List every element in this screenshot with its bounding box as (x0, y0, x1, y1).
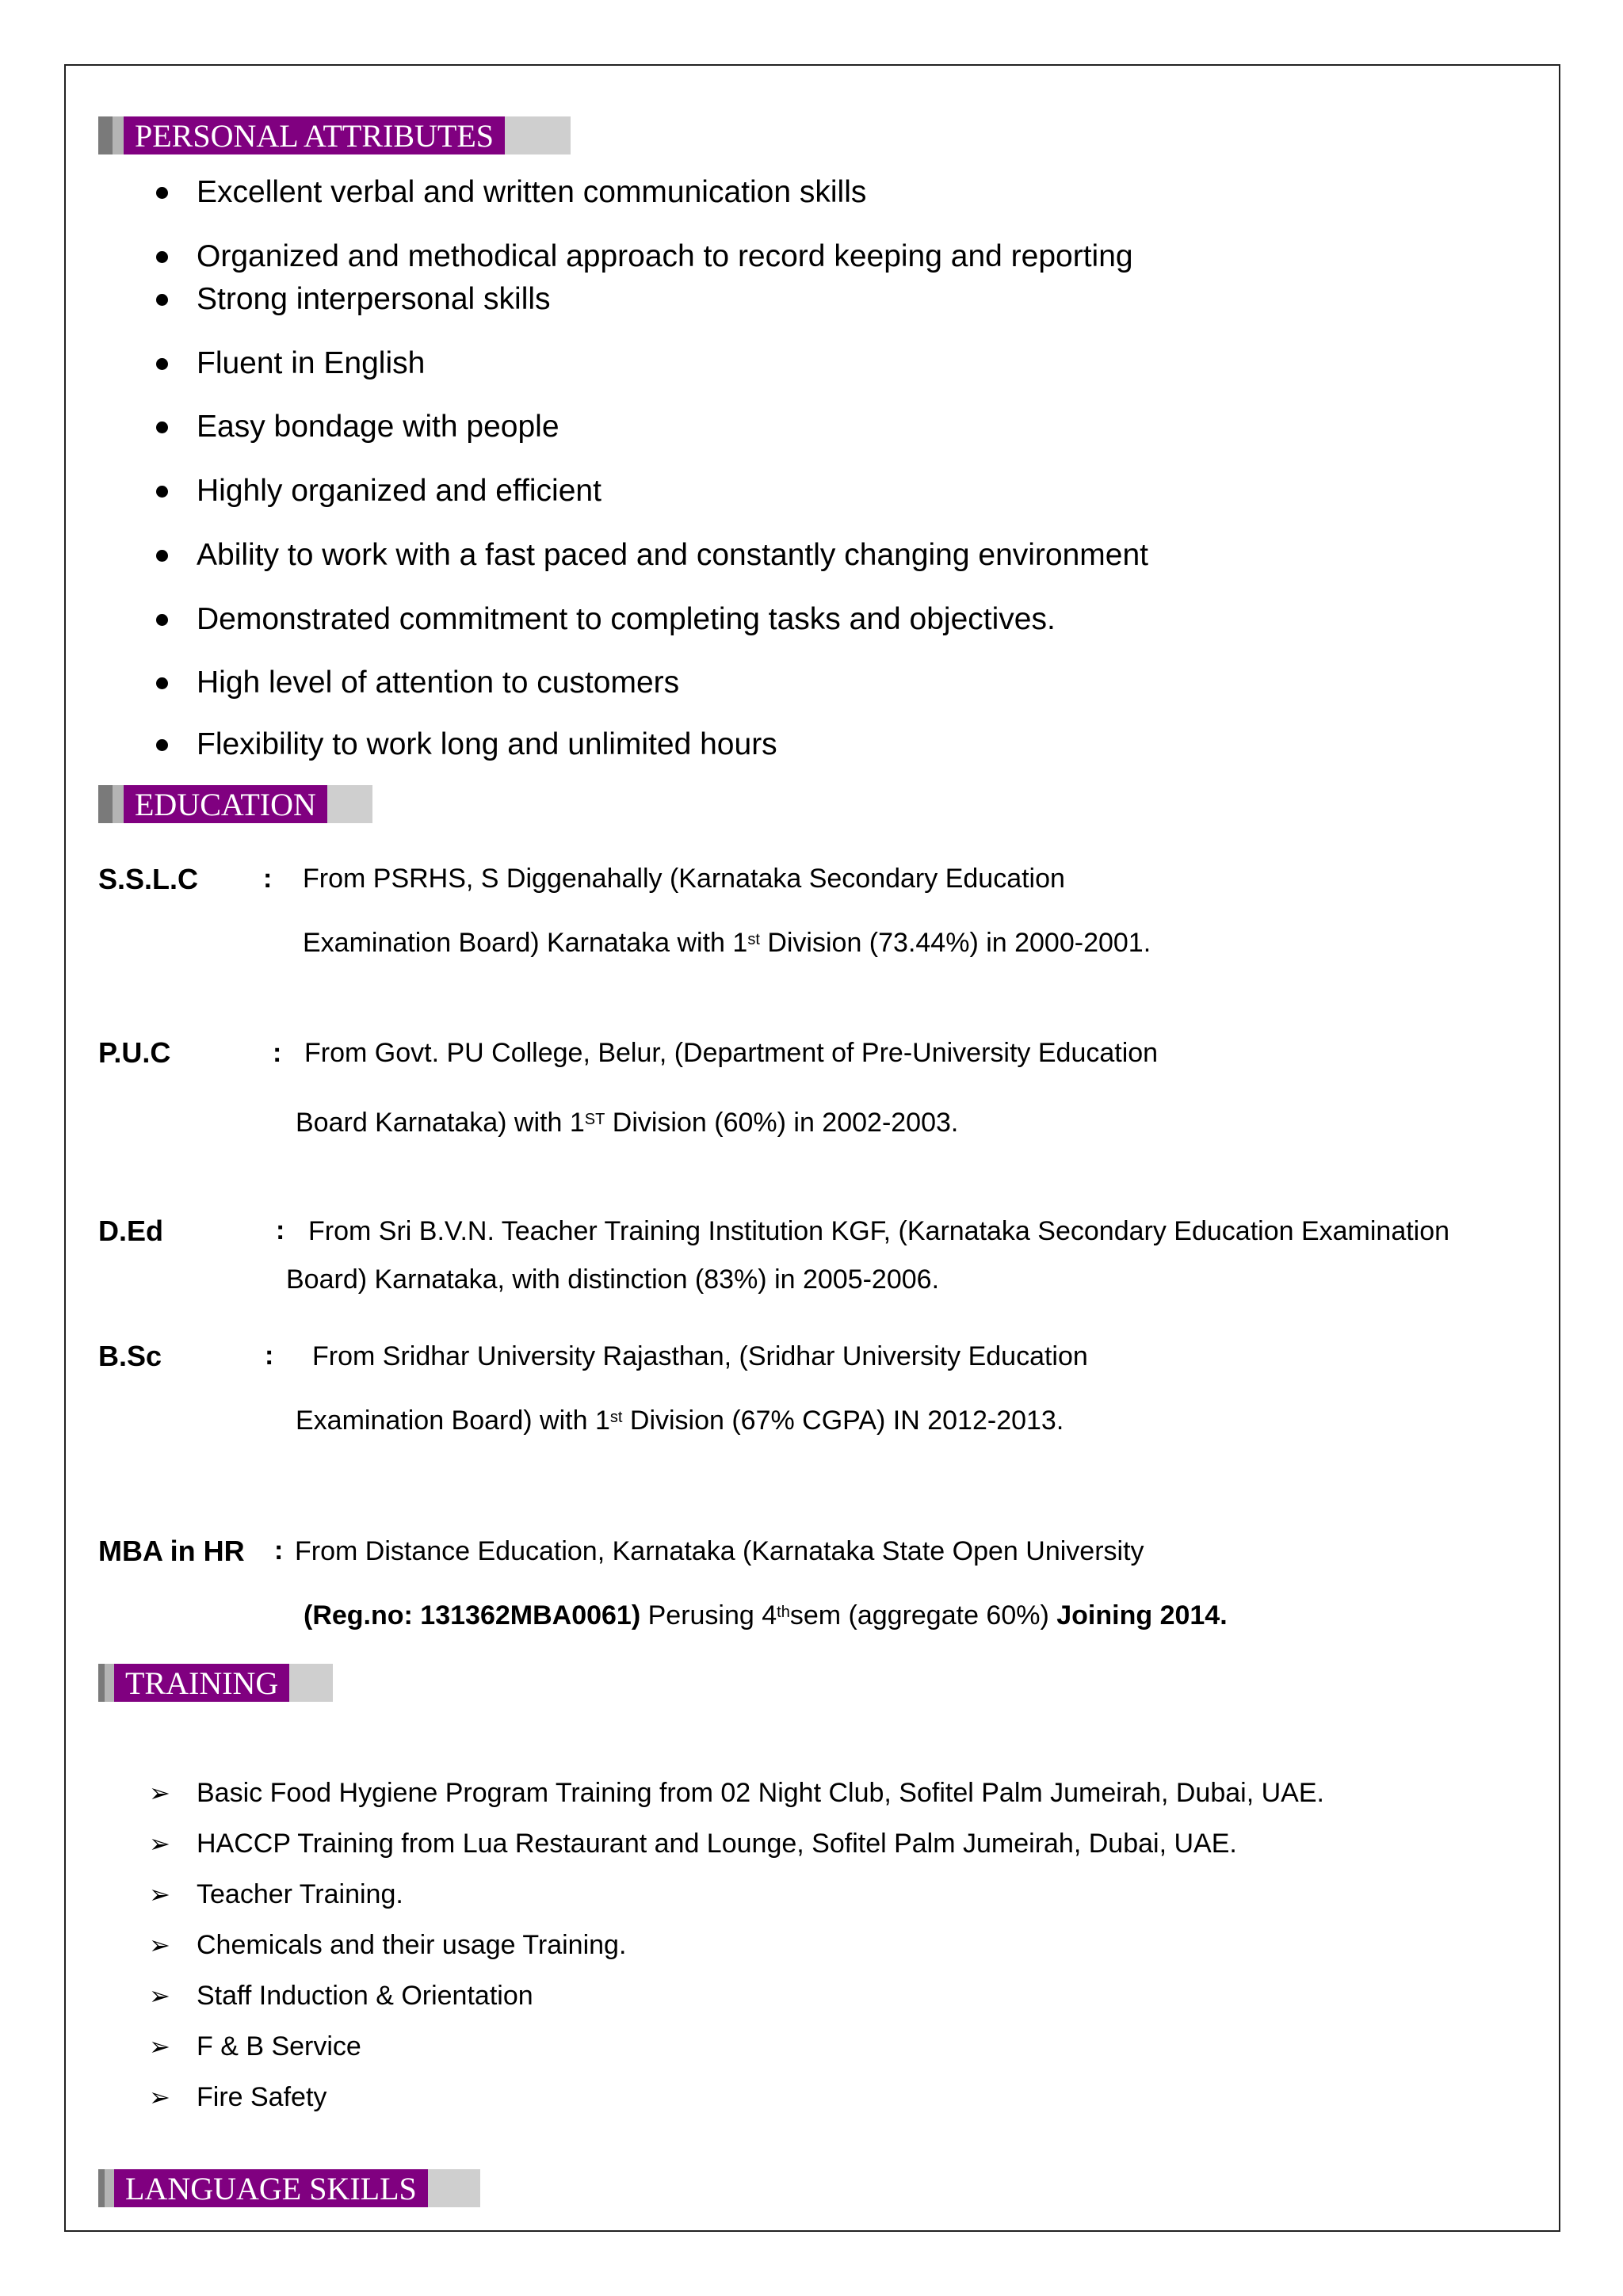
colon: : (274, 1535, 284, 1566)
colon: : (273, 1038, 282, 1068)
education-ded-line2: Board) Karnataka, with distinction (83%) in 2005-2006. (286, 1264, 940, 1295)
colon: : (263, 864, 273, 894)
bullet-dot-icon (156, 358, 168, 370)
bullet-dot-icon (156, 486, 168, 498)
arrowhead-bullet-icon: ➢ (149, 2083, 170, 2111)
section-heading-training (98, 1664, 333, 1702)
education-sslc-line1: From PSRHS, S Diggenahally (Karnataka Secondary Education (303, 864, 1065, 894)
section-heading-language-skills (98, 2169, 480, 2207)
arrowhead-bullet-icon: ➢ (149, 1779, 170, 1807)
education-label-puc: P.U.C (98, 1036, 171, 1069)
section-heading-education (98, 785, 372, 823)
arrowhead-bullet-icon: ➢ (149, 2032, 170, 2061)
bullet-dot-icon (156, 614, 168, 626)
bullet-dot-icon (156, 677, 168, 689)
section-title: EDUCATION (124, 785, 327, 823)
arrowhead-bullet-icon: ➢ (149, 1829, 170, 1858)
education-mba-line1: From Distance Education, Karnataka (Karnataka State Open University (295, 1536, 1144, 1566)
education-label-ded: D.Ed (98, 1215, 164, 1247)
section-title: LANGUAGE SKILLS (114, 2169, 428, 2207)
bullet-dot-icon (156, 421, 168, 433)
colon: : (276, 1215, 285, 1245)
bullet-dot-icon (156, 739, 168, 751)
arrowhead-bullet-icon: ➢ (149, 1981, 170, 2010)
education-ded-line1: From Sri B.V.N. Teacher Training Institution KGF, (Karnataka Secondary Education Examination (308, 1216, 1450, 1246)
bullet-dot-icon (156, 251, 168, 263)
education-label-mba: MBA in HR (98, 1535, 245, 1567)
education-sslc-line2: Examination Board) Karnataka with 1st Division (73.44%) in 2000-2001. (303, 928, 1151, 958)
education-bsc-line1: From Sridhar University Rajasthan, (Sridhar University Education (312, 1341, 1088, 1371)
education-mba-line2: (Reg.no: 131362MBA0061) Perusing 4thsem (aggregate 60%) Joining 2014. (304, 1600, 1228, 1630)
section-title: PERSONAL ATTRIBUTES (124, 116, 505, 154)
section-heading-personal-attributes (98, 116, 571, 154)
education-puc-line2: Board Karnataka) with 1ST Division (60%) in 2002-2003. (296, 1108, 959, 1138)
bullet-dot-icon (156, 294, 168, 306)
education-puc-line1: From Govt. PU College, Belur, (Department of Pre-University Education (304, 1038, 1159, 1068)
colon: : (265, 1341, 274, 1371)
education-label-bsc: B.Sc (98, 1340, 162, 1372)
education-bsc-line2: Examination Board) with 1st Division (67% CGPA) IN 2012-2013. (296, 1405, 1064, 1436)
education-label-sslc: S.S.L.C (98, 863, 199, 895)
section-title: TRAINING (114, 1664, 289, 1702)
bullet-dot-icon (156, 550, 168, 562)
arrowhead-bullet-icon: ➢ (149, 1931, 170, 1959)
bullet-dot-icon (156, 187, 168, 199)
arrowhead-bullet-icon: ➢ (149, 1880, 170, 1909)
